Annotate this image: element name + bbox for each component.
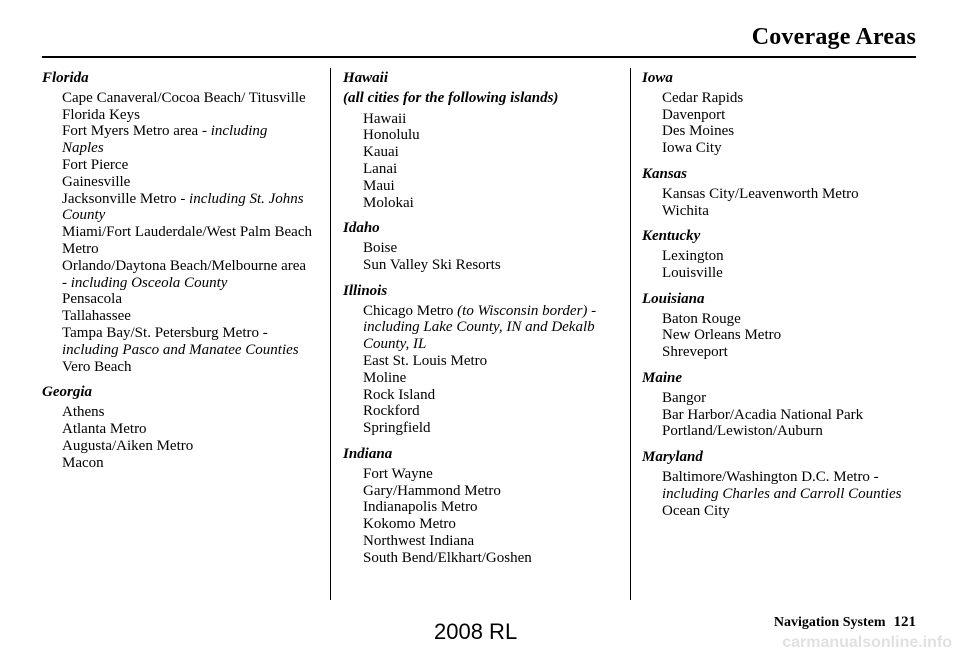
city-name: Shreveport [662, 344, 728, 361]
city-item [343, 127, 615, 144]
city-name: Fort Myers Metro area [62, 123, 199, 140]
state-heading: Florida [42, 70, 89, 86]
city-name: Molokai [363, 194, 414, 211]
city-name: Florida Keys [62, 106, 140, 123]
city-item [343, 257, 615, 274]
column-2 [343, 70, 615, 567]
city-name: Jacksonville Metro [62, 190, 177, 207]
city-name: Springfield [363, 420, 431, 437]
city-item [343, 240, 615, 257]
city-item [343, 387, 615, 404]
city-item [42, 258, 312, 292]
city-name: Northwest Indiana [363, 532, 475, 549]
state-heading: Georgia [42, 384, 92, 401]
city-name: Cape Canaveral/Cocoa Beach/ Titusville [62, 89, 306, 106]
city-item [343, 499, 615, 516]
city-name: Iowa City [662, 140, 722, 157]
city-note: - including Osceola County [62, 274, 228, 291]
city-name: Rock Island [363, 386, 436, 403]
city-item [343, 353, 615, 370]
city-name: Moline [363, 369, 407, 386]
page-footer [774, 614, 916, 631]
city-name: Vero Beach [62, 358, 132, 375]
city-name: Hawaii [363, 110, 407, 127]
city-item [642, 140, 922, 157]
city-item [642, 123, 922, 140]
city-item [42, 438, 312, 455]
city-item [343, 420, 615, 437]
city-name: Tampa Bay/St. Petersburg Metro - [62, 324, 268, 341]
city-name: Augusta/Aiken Metro [62, 437, 194, 454]
state-heading: Louisiana [642, 290, 705, 307]
city-item [343, 533, 615, 550]
city-name: Sun Valley Ski Resorts [363, 256, 501, 273]
city-item [642, 90, 922, 107]
city-name: Fort Wayne [363, 465, 433, 482]
header-rule [42, 56, 916, 58]
column-divider-1 [330, 68, 331, 600]
state-heading: Kentucky [642, 228, 701, 245]
city-item [343, 403, 615, 420]
city-name: Pensacola [62, 291, 122, 308]
city-item [42, 455, 312, 472]
city-note: including Charles and Carroll Counties [662, 485, 902, 502]
city-item [642, 327, 922, 344]
city-name: Kauai [363, 144, 399, 161]
city-note: including Pasco and Manatee Counties [62, 341, 299, 358]
state-heading: Idaho [343, 220, 380, 237]
city-item [42, 291, 312, 308]
state-heading: Indiana [343, 445, 393, 462]
city-name: Gainesville [62, 173, 131, 190]
city-item [42, 421, 312, 438]
city-item [642, 469, 922, 503]
city-name: East St. Louis Metro [363, 352, 488, 369]
state-heading: Iowa [642, 70, 673, 86]
city-item [343, 466, 615, 483]
state-heading: Illinois [343, 282, 388, 299]
state-heading: Kansas [642, 165, 688, 182]
model-watermark: 2008 RL [434, 619, 518, 644]
city-note: - including Naples [62, 123, 268, 157]
footer-label: Navigation System [773, 615, 886, 630]
city-item [642, 503, 922, 520]
city-item [343, 303, 615, 353]
city-name: Baltimore/Washington D.C. Metro - [662, 468, 879, 485]
city-item [42, 224, 312, 258]
city-item [343, 483, 615, 500]
state-heading: Maryland [642, 449, 703, 466]
city-name: Portland/Lewiston/Auburn [662, 423, 823, 440]
city-name: Kansas City/Leavenworth Metro [662, 185, 859, 202]
city-item [343, 161, 615, 178]
city-item [642, 186, 922, 203]
city-item [42, 107, 312, 124]
page-title: Coverage Areas [751, 24, 916, 50]
city-name: South Bend/Elkhart/Goshen [363, 549, 532, 566]
city-item [343, 550, 615, 567]
city-item [42, 325, 312, 359]
city-name: Bar Harbor/Acadia National Park [662, 406, 864, 423]
city-item [642, 390, 922, 407]
city-name: Atlanta Metro [62, 420, 147, 437]
site-watermark: carmanualsonline.info [782, 634, 952, 651]
city-item [343, 144, 615, 161]
city-name: Ocean City [662, 502, 730, 519]
city-item [642, 407, 922, 424]
city-item [642, 344, 922, 361]
city-item [343, 516, 615, 533]
city-name: New Orleans Metro [662, 327, 782, 344]
city-item [642, 311, 922, 328]
city-name: Louisville [662, 264, 723, 281]
city-item [642, 248, 922, 265]
city-name: Lexington [662, 248, 724, 265]
city-name: Maui [363, 177, 395, 194]
city-name: Honolulu [363, 127, 420, 144]
city-item [42, 123, 312, 157]
city-item [42, 90, 312, 107]
city-name: Rockford [363, 403, 420, 420]
city-item [42, 308, 312, 325]
city-item [42, 191, 312, 225]
city-name: Baton Rouge [662, 310, 741, 327]
city-item [343, 111, 615, 128]
city-name: Wichita [662, 202, 709, 219]
city-name: Fort Pierce [62, 156, 129, 173]
city-item [42, 359, 312, 376]
state-subheading: (all cities for the following islands) [343, 89, 559, 106]
city-name: Lanai [363, 160, 398, 177]
city-name: Davenport [662, 106, 726, 123]
city-name: Miami/Fort Lauderdale/West Palm Beach Metro [62, 224, 312, 257]
city-name: Orlando/Daytona Beach/Melbourne area [62, 257, 307, 274]
city-item [42, 174, 312, 191]
city-item [343, 178, 615, 195]
city-item [642, 107, 922, 124]
city-item [343, 195, 615, 212]
state-heading: Maine [642, 369, 683, 386]
city-name: Tallahassee [62, 308, 131, 325]
city-item [642, 265, 922, 282]
city-name: Macon [62, 454, 104, 471]
city-item [42, 404, 312, 421]
city-name: Kokomo Metro [363, 516, 456, 533]
column-1 [42, 70, 312, 471]
city-name: Cedar Rapids [662, 89, 744, 106]
city-name: Chicago Metro [363, 302, 454, 319]
column-divider-2 [630, 68, 631, 600]
city-note: - including St. Johns County [62, 190, 304, 224]
city-item [343, 370, 615, 387]
city-name: Indianapolis Metro [363, 499, 478, 516]
page-number: 121 [893, 614, 916, 630]
city-name: Gary/Hammond Metro [363, 482, 501, 499]
city-item [42, 157, 312, 174]
city-item [642, 203, 922, 220]
city-name: Bangor [662, 389, 707, 406]
column-3 [642, 70, 922, 519]
city-name: Des Moines [662, 123, 735, 140]
city-note: (to Wisconsin border) - including Lake County, IN and Dekalb County, IL [363, 302, 597, 353]
city-item [642, 423, 922, 440]
city-name: Athens [62, 404, 105, 421]
state-heading: Hawaii [343, 70, 389, 86]
city-name: Boise [363, 240, 398, 257]
